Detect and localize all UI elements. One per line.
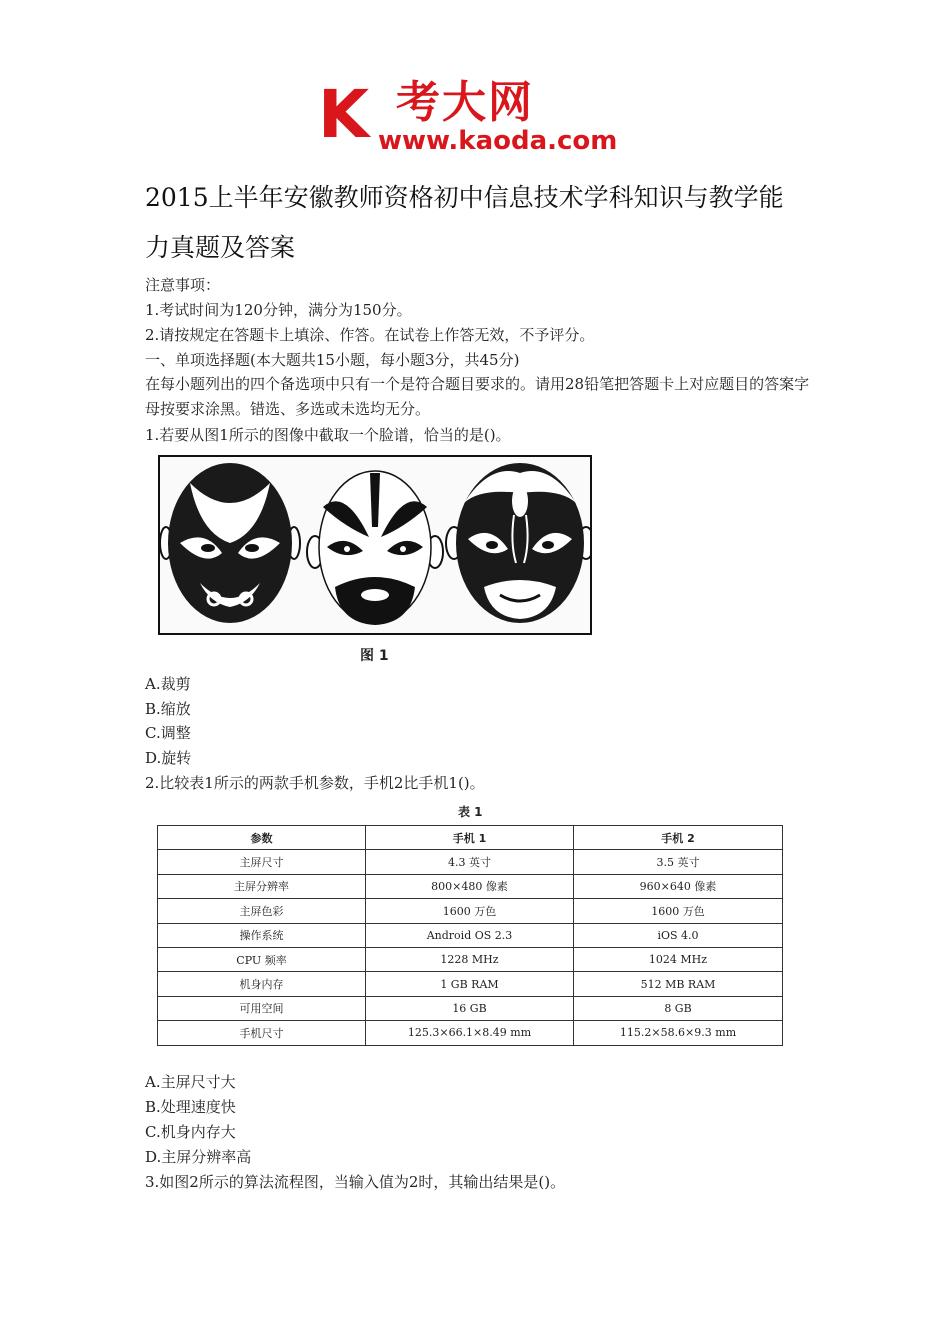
q1-option-d: D.旋转 [145,749,192,767]
table-row [158,850,783,874]
logo-name: 考大网 [396,77,534,128]
q1-option-b: B.缩放 [145,700,191,718]
table-row [158,874,783,898]
param-cell: 主屏尺寸 [158,850,366,874]
phone-1-cell: Android OS 2.3 [366,923,574,947]
note-1: 1.考试时间为120分钟，满分为150分。 [145,301,412,319]
phone-2-cell: 1600 万色 [574,899,783,923]
note-2: 2.请按规定在答题卡上填涂、作答。在试卷上作答无效，不予评分。 [145,326,595,344]
table-1-title: 表 1 [458,805,483,819]
figure-1-caption: 图 1 [360,648,389,664]
q2-option-c: C.机身内存大 [145,1123,236,1141]
q2-option-a: A.主屏尺寸大 [145,1073,236,1091]
logo-url: www.kaoda.com [378,126,618,156]
phone-1-cell: 1 GB RAM [366,972,574,996]
opera-mask-2 [307,471,443,625]
phone-1-cell: 1600 万色 [366,899,574,923]
section-heading: 一、单项选择题(本大题共15小题，每小题3分，共45分) [145,351,520,369]
q2-stem: 2.比较表1所示的两款手机参数，手机2比手机1()。 [145,774,485,792]
phone-2-cell: 512 MB RAM [574,972,783,996]
param-cell: CPU 频率 [158,947,366,971]
header-param: 参数 [158,826,366,850]
header-phone-1: 手机 1 [366,826,574,850]
param-cell: 手机尺寸 [158,1021,366,1045]
table-row [158,899,783,923]
table-row [158,923,783,947]
q2-option-d: D.主屏分辨率高 [145,1148,252,1166]
phone-1-cell: 16 GB [366,996,574,1020]
q2-option-b: B.处理速度快 [145,1098,236,1116]
opera-mask-1 [160,463,300,623]
phone-2-cell: 3.5 英寸 [574,850,783,874]
notes-heading: 注意事项： [145,276,221,294]
phone-2-cell: 960×640 像素 [574,874,783,898]
param-cell: 可用空间 [158,996,366,1020]
doc-title-line-1: 2015上半年安徽教师资格初中信息技术学科知识与教学能 [145,183,784,212]
table-row [158,996,783,1020]
table-row [158,972,783,996]
table-row [158,947,783,971]
param-cell: 主屏色彩 [158,899,366,923]
phone-2-cell: 1024 MHz [574,947,783,971]
phone-2-cell: 115.2×58.6×9.3 mm [574,1021,783,1045]
phone-2-cell: 8 GB [574,996,783,1020]
q1-option-c: C.调整 [145,724,191,742]
phone-1-cell: 1228 MHz [366,947,574,971]
doc-title-line-2: 力真题及答案 [145,233,296,262]
q3-stem: 3.如图2所示的算法流程图，当输入值为2时，其输出结果是()。 [145,1173,566,1191]
logo-k-mark: K [318,76,368,153]
section-instruction: 在每小题列出的四个备选项中只有一个是符合题目要求的。请用28铅笔把答题卡上对应题目的答案字母按要求涂黑。错选、多选或未选均无分。 [145,375,810,418]
phone-2-cell: iOS 4.0 [574,923,783,947]
opera-masks-illustration [160,457,590,633]
kaoda-logo [318,78,648,160]
param-cell: 机身内存 [158,972,366,996]
table-row [158,1021,783,1045]
q1-option-a: A.裁剪 [145,675,191,693]
opera-mask-3 [446,463,590,623]
param-cell: 主屏分辨率 [158,874,366,898]
opera-masks-figure [158,455,592,635]
param-cell: 操作系统 [158,923,366,947]
table-header-row [158,826,783,850]
phone-1-cell: 800×480 像素 [366,874,574,898]
phone-spec-table [157,825,783,1046]
phone-1-cell: 4.3 英寸 [366,850,574,874]
header-phone-2: 手机 2 [574,826,783,850]
q1-stem: 1.若要从图1所示的图像中截取一个脸谱，恰当的是()。 [145,426,511,444]
phone-1-cell: 125.3×66.1×8.49 mm [366,1021,574,1045]
